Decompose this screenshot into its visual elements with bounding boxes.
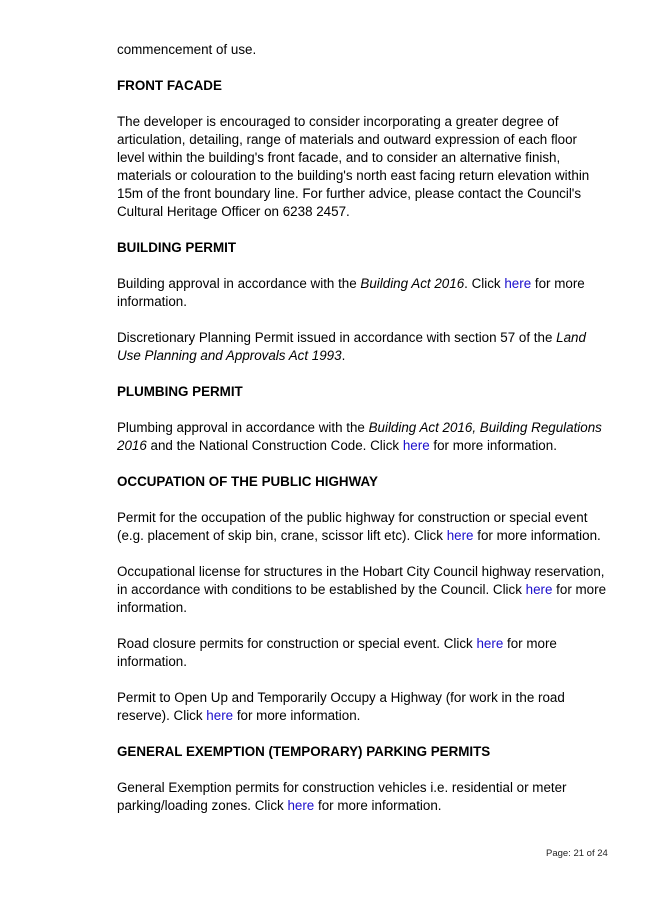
plumbing-permit-paragraph (117, 419, 607, 455)
text-segment: . Click (464, 276, 505, 291)
text-segment: for more information. (233, 708, 361, 723)
text-segment: . (341, 348, 346, 363)
text-segment: and the National Construction Code. Click (146, 438, 403, 453)
page-number: Page: 21 of 24 (546, 848, 608, 859)
parking-permits-paragraph (117, 779, 607, 815)
text-segment: for more information. (117, 582, 607, 615)
plumbing-permit-link[interactable]: here (402, 438, 430, 453)
text-segment: General Exemption permits for construction vehicles i.e. residential or meter parking/loading zones. Click (117, 780, 567, 813)
document-content (117, 41, 607, 833)
intro-text: commencement of use. (117, 42, 257, 57)
building-permit-link[interactable]: here (504, 276, 532, 291)
building-permit-heading: BUILDING PERMIT (117, 240, 237, 255)
text-segment: for more information. (314, 798, 442, 813)
parking-permits-link[interactable]: here (287, 798, 315, 813)
text-segment: Road closure permits for construction or special event. Click (117, 636, 477, 651)
act-name: Land Use Planning and Approvals Act 1993 (117, 330, 586, 363)
highway-occupation-link[interactable]: here (446, 528, 474, 543)
text-segment: Permit for the occupation of the public highway for construction or special event (e.g. placement of skip bin, crane, scissor lift etc). Click (117, 510, 588, 543)
text-segment: for more information. (473, 528, 601, 543)
text-segment: Occupational license for structures in the Hobart City Council highway reservation, in accordance with conditions to be established by the Council. Click (117, 564, 605, 597)
plumbing-permit-heading: PLUMBING PERMIT (117, 384, 243, 399)
occupational-license-paragraph (117, 563, 607, 617)
text-segment: for more information. (429, 438, 557, 453)
act-name: Building Act 2016 (368, 420, 473, 435)
building-permit-paragraph (117, 275, 607, 311)
road-closure-link[interactable]: here (476, 636, 504, 651)
text-segment: for more information. (117, 636, 557, 669)
act-name: Building Regulations 2016 (117, 420, 602, 453)
open-up-highway-paragraph (117, 689, 607, 725)
highway-occupation-paragraph (117, 509, 607, 545)
text-segment: for more information. (117, 276, 585, 309)
act-name: Building Act 2016 (360, 276, 465, 291)
planning-permit-paragraph (117, 329, 607, 365)
text-segment: Plumbing approval in accordance with the (117, 420, 369, 435)
front-facade-heading: FRONT FACADE (117, 78, 222, 93)
occupational-license-link[interactable]: here (525, 582, 553, 597)
public-highway-heading: OCCUPATION OF THE PUBLIC HIGHWAY (117, 474, 378, 489)
front-facade-body: The developer is encouraged to consider incorporating a greater degree of articulation, detailing, range of materials and outward expression of each floor level within the building's front facade, and to consider an alternative finish, materials or colouration to the building's north east facing return elevation within 15m of the front boundary line. For further advice, please contact the Council's Cultural Heritage Officer on 6238 2457. (117, 114, 590, 219)
text-segment: Permit to Open Up and Temporarily Occupy a Highway (for work in the road reserve). Click (117, 690, 565, 723)
text-segment: , (472, 420, 480, 435)
text-segment: Discretionary Planning Permit issued in accordance with section 57 of the (117, 330, 557, 345)
road-closure-paragraph (117, 635, 607, 671)
parking-permits-heading: GENERAL EXEMPTION (TEMPORARY) PARKING PERMITS (117, 744, 491, 759)
text-segment: Building approval in accordance with the (117, 276, 361, 291)
open-up-highway-link[interactable]: here (206, 708, 234, 723)
